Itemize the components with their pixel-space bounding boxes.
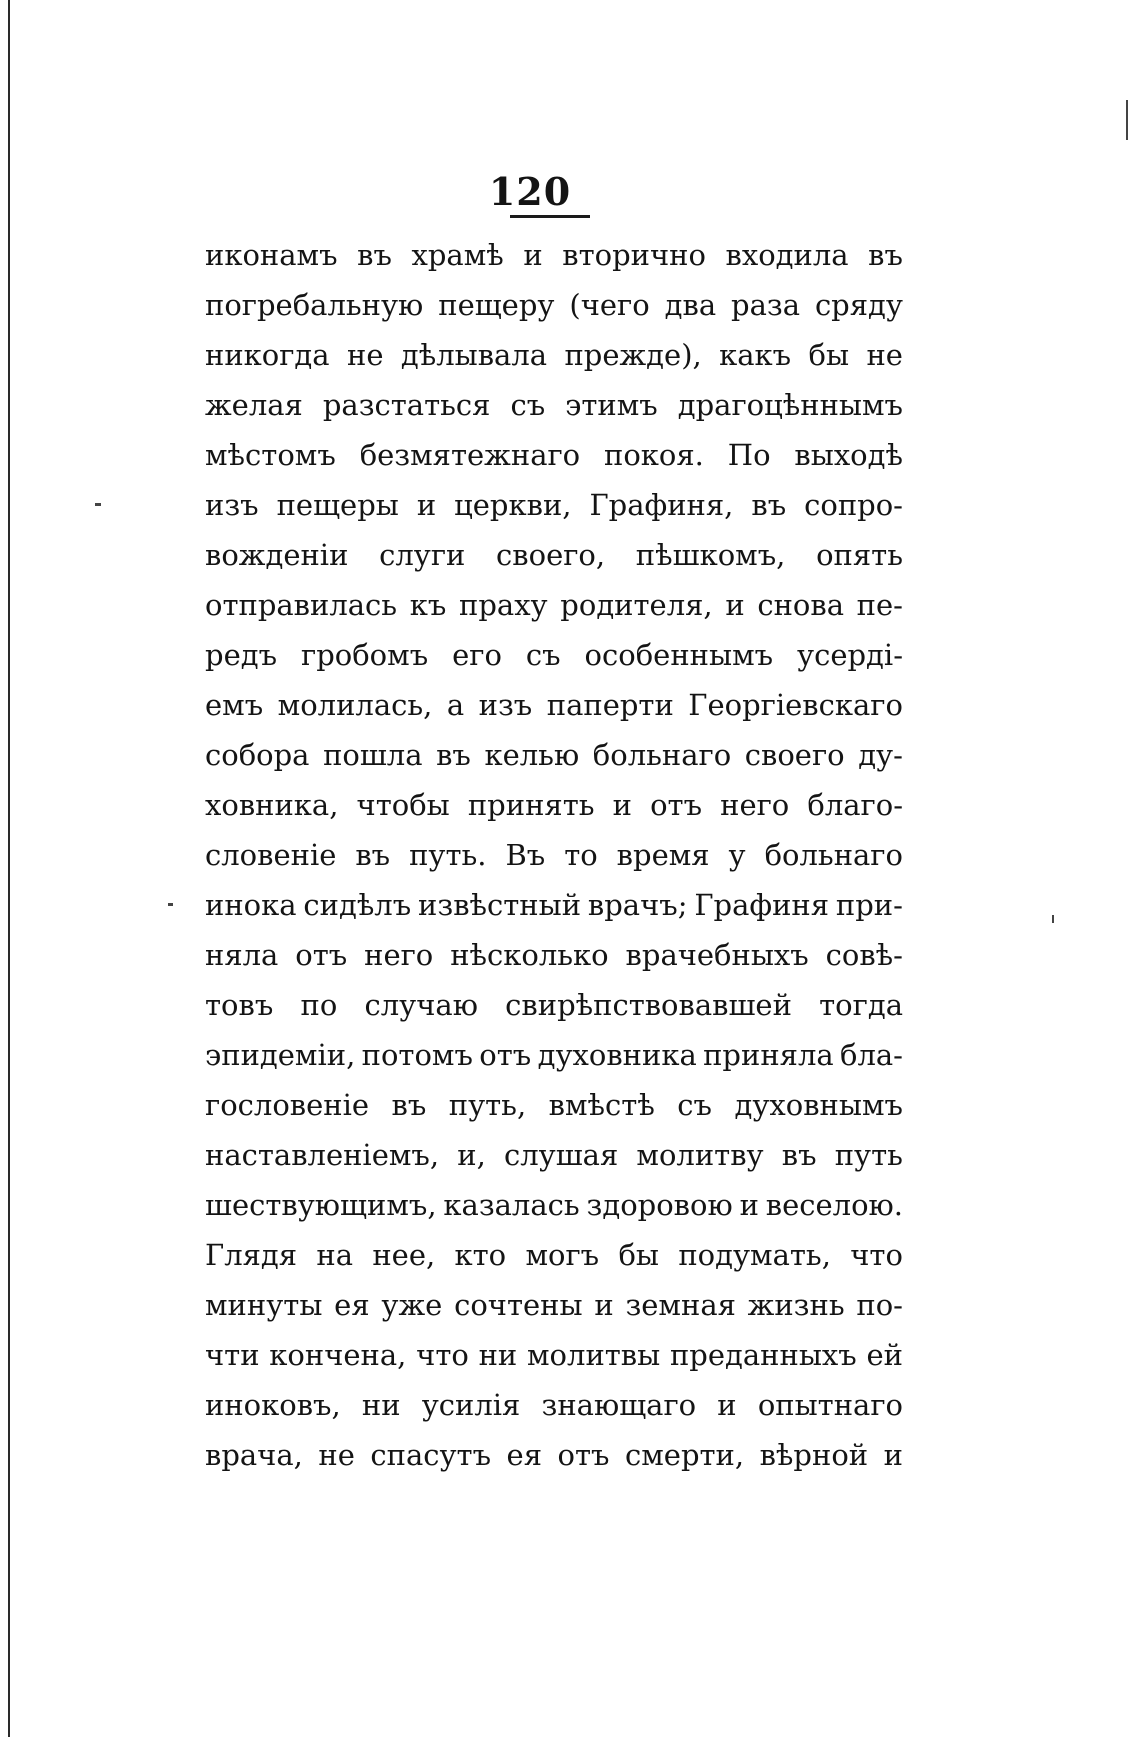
word: знающаго <box>541 1388 697 1422</box>
word: врачебныхъ <box>625 938 809 972</box>
word: вожденіи <box>205 538 349 572</box>
word: тогда <box>819 988 903 1022</box>
word: свирѣпствовавшей <box>505 988 792 1022</box>
word: бы <box>618 1238 659 1272</box>
word: Графиня <box>694 888 830 922</box>
text-line <box>205 1130 903 1180</box>
word: молитвы <box>527 1338 661 1372</box>
word: усилія <box>421 1388 521 1422</box>
word: няла <box>205 938 279 972</box>
word: раза <box>731 288 801 322</box>
word: извѣстный <box>418 888 582 922</box>
word: съ <box>510 388 546 422</box>
text-line <box>205 1180 903 1230</box>
text-line <box>205 1330 903 1380</box>
word: его <box>452 638 502 672</box>
word: дѣлывала <box>400 338 548 372</box>
word: драгоцѣннымъ <box>677 388 903 422</box>
word: съ <box>525 638 561 672</box>
text-line <box>205 980 903 1030</box>
word: спасутъ <box>370 1438 492 1472</box>
word: не <box>318 1438 355 1472</box>
word: безмятежнаго <box>359 438 581 472</box>
text-line <box>205 1230 903 1280</box>
word: здоровою <box>586 1188 733 1222</box>
word: ховника, <box>205 788 339 822</box>
word: особеннымъ <box>584 638 774 672</box>
word: сидѣлъ <box>303 888 412 922</box>
word: ду- <box>858 738 903 772</box>
word: пещеры <box>276 488 399 522</box>
word: уже <box>381 1288 443 1322</box>
word: что <box>850 1238 903 1272</box>
word: вторично <box>562 238 706 272</box>
word: подумать, <box>678 1238 831 1272</box>
word: и <box>717 1388 737 1422</box>
word: нее, <box>372 1238 436 1272</box>
word: Глядя <box>205 1238 298 1272</box>
text-line <box>205 880 903 930</box>
word: врача, <box>205 1438 303 1472</box>
word: собора <box>205 738 310 772</box>
word: въ <box>751 488 787 522</box>
text-line <box>205 680 903 730</box>
word: и <box>594 1288 614 1322</box>
word: и, <box>457 1138 486 1172</box>
word: паперти <box>546 688 674 722</box>
word: что <box>416 1338 469 1372</box>
word: пѣшкомъ, <box>635 538 786 572</box>
word: ей <box>866 1338 903 1372</box>
word: Графиня, <box>589 488 734 522</box>
word: церкви, <box>454 488 572 522</box>
word: эпидеміи, <box>205 1038 356 1072</box>
word: случаю <box>364 988 478 1022</box>
word: отправилась <box>205 588 398 622</box>
text-line <box>205 1030 903 1080</box>
word: какъ <box>719 338 792 372</box>
word: въ <box>355 838 391 872</box>
word: своего, <box>496 538 606 572</box>
word: мѣстомъ <box>205 438 336 472</box>
word: этимъ <box>565 388 658 422</box>
word: по- <box>856 1288 903 1322</box>
word: преданныхъ <box>669 1338 857 1372</box>
word: молитву <box>636 1138 764 1172</box>
word: въ <box>391 1088 427 1122</box>
word: своего <box>744 738 845 772</box>
text-line <box>205 930 903 980</box>
text-line <box>205 1380 903 1430</box>
word: путь <box>834 1138 903 1172</box>
page-edge-line <box>8 0 10 1737</box>
text-line <box>205 730 903 780</box>
word: не <box>866 338 903 372</box>
word: могъ <box>525 1238 600 1272</box>
word: жизнь <box>747 1288 845 1322</box>
word: смерти, <box>624 1438 745 1472</box>
text-line <box>205 1080 903 1130</box>
word: то <box>564 838 598 872</box>
text-line <box>205 630 903 680</box>
text-line <box>205 330 903 380</box>
text-line <box>205 530 903 580</box>
scan-speck <box>1052 915 1054 923</box>
page-number-rule <box>510 215 590 218</box>
word: отъ <box>557 1438 610 1472</box>
text-line <box>205 280 903 330</box>
word: сряду <box>814 288 903 322</box>
word: ея <box>334 1288 370 1322</box>
word: разстаться <box>322 388 491 422</box>
scan-speck <box>168 903 173 906</box>
text-line <box>205 780 903 830</box>
word: духовнымъ <box>734 1088 903 1122</box>
word: бы <box>808 338 850 372</box>
word: изъ <box>478 688 533 722</box>
word: опять <box>816 538 903 572</box>
word: погребальную <box>205 288 424 322</box>
word: по <box>300 988 338 1022</box>
word: снова <box>757 588 844 622</box>
word: родителя, <box>560 588 713 622</box>
word: емъ <box>205 688 264 722</box>
word: къ <box>409 588 447 622</box>
word: совѣ- <box>825 938 903 972</box>
word: молилась, <box>277 688 433 722</box>
text-line <box>205 230 903 280</box>
word: опытнаго <box>757 1388 903 1422</box>
word: келью <box>484 738 580 772</box>
word: входила <box>725 238 849 272</box>
word: земная <box>625 1288 736 1322</box>
word: въ <box>781 1138 817 1172</box>
word: казалась <box>443 1188 580 1222</box>
word: отъ <box>295 938 348 972</box>
word: выходѣ <box>794 438 903 472</box>
word: него <box>720 788 790 822</box>
word: отъ <box>479 1038 532 1072</box>
word: храмѣ <box>411 238 504 272</box>
word: инока <box>205 888 297 922</box>
body-text <box>205 230 903 1480</box>
word: сопро- <box>804 488 903 522</box>
word: никогда <box>205 338 330 372</box>
word: время <box>616 838 710 872</box>
word: слуги <box>379 538 466 572</box>
word: шествующимъ, <box>205 1188 437 1222</box>
word: ни <box>361 1388 401 1422</box>
word: у <box>728 838 746 872</box>
word: наставленіемъ, <box>205 1138 440 1172</box>
word: потомъ <box>361 1038 473 1072</box>
text-line <box>205 480 903 530</box>
word: редъ <box>205 638 278 672</box>
word: изъ <box>205 488 259 522</box>
word: усердi- <box>797 638 903 672</box>
word: словеніе <box>205 838 337 872</box>
word: путь. <box>409 838 487 872</box>
word: праху <box>459 588 548 622</box>
word: ея <box>506 1438 543 1472</box>
word: (чего <box>569 288 650 322</box>
word: и <box>725 588 745 622</box>
word: не <box>346 338 384 372</box>
text-line <box>205 430 903 480</box>
word: кто <box>454 1238 507 1272</box>
word: По <box>727 438 771 472</box>
word: духовника <box>537 1038 697 1072</box>
word: пошла <box>323 738 423 772</box>
text-line <box>205 580 903 630</box>
word: гробомъ <box>301 638 429 672</box>
word: пе- <box>856 588 903 622</box>
page-number: 120 <box>488 169 572 214</box>
word: нѣсколько <box>450 938 609 972</box>
word: и <box>523 238 543 272</box>
word: пещеру <box>438 288 555 322</box>
word: и <box>612 788 632 822</box>
word: въ <box>868 238 903 272</box>
word: ни <box>478 1338 518 1372</box>
word: путь, <box>448 1088 527 1122</box>
word: вмѣстѣ <box>548 1088 655 1122</box>
word: кончена, <box>269 1338 407 1372</box>
word: отъ <box>650 788 703 822</box>
word: веселою. <box>765 1188 903 1222</box>
word: минуты <box>205 1288 323 1322</box>
word: покоя. <box>604 438 704 472</box>
word: приняла <box>703 1038 834 1072</box>
word: иконамъ <box>205 238 338 272</box>
word: бла- <box>840 1038 903 1072</box>
word: и <box>883 1438 903 1472</box>
text-line <box>205 380 903 430</box>
word: вѣрной <box>759 1438 869 1472</box>
word: съ <box>677 1088 712 1122</box>
word: врачъ; <box>587 888 688 922</box>
word: прежде), <box>564 338 702 372</box>
text-line <box>205 1430 903 1480</box>
word: и <box>739 1188 759 1222</box>
word: чти <box>205 1338 260 1372</box>
word: при- <box>835 888 903 922</box>
word: благо- <box>807 788 903 822</box>
word: слушая <box>503 1138 619 1172</box>
word: а <box>446 688 465 722</box>
word: въ <box>436 738 471 772</box>
word: два <box>664 288 717 322</box>
word: принять <box>467 788 595 822</box>
word: товъ <box>205 988 274 1022</box>
word: больнаго <box>764 838 903 872</box>
word: и <box>416 488 437 522</box>
word: гословеніе <box>205 1088 370 1122</box>
text-line <box>205 1280 903 1330</box>
word: иноковъ, <box>205 1388 341 1422</box>
word: Въ <box>505 838 546 872</box>
word: Георгiевскаго <box>688 688 903 722</box>
word: чтобы <box>356 788 450 822</box>
word: сочтены <box>454 1288 583 1322</box>
word: желая <box>205 388 303 422</box>
word: въ <box>357 238 392 272</box>
text-line <box>205 830 903 880</box>
word: него <box>364 938 434 972</box>
word: на <box>316 1238 354 1272</box>
word: больнаго <box>592 738 732 772</box>
scan-speck <box>1126 100 1128 140</box>
scan-speck <box>95 503 101 506</box>
